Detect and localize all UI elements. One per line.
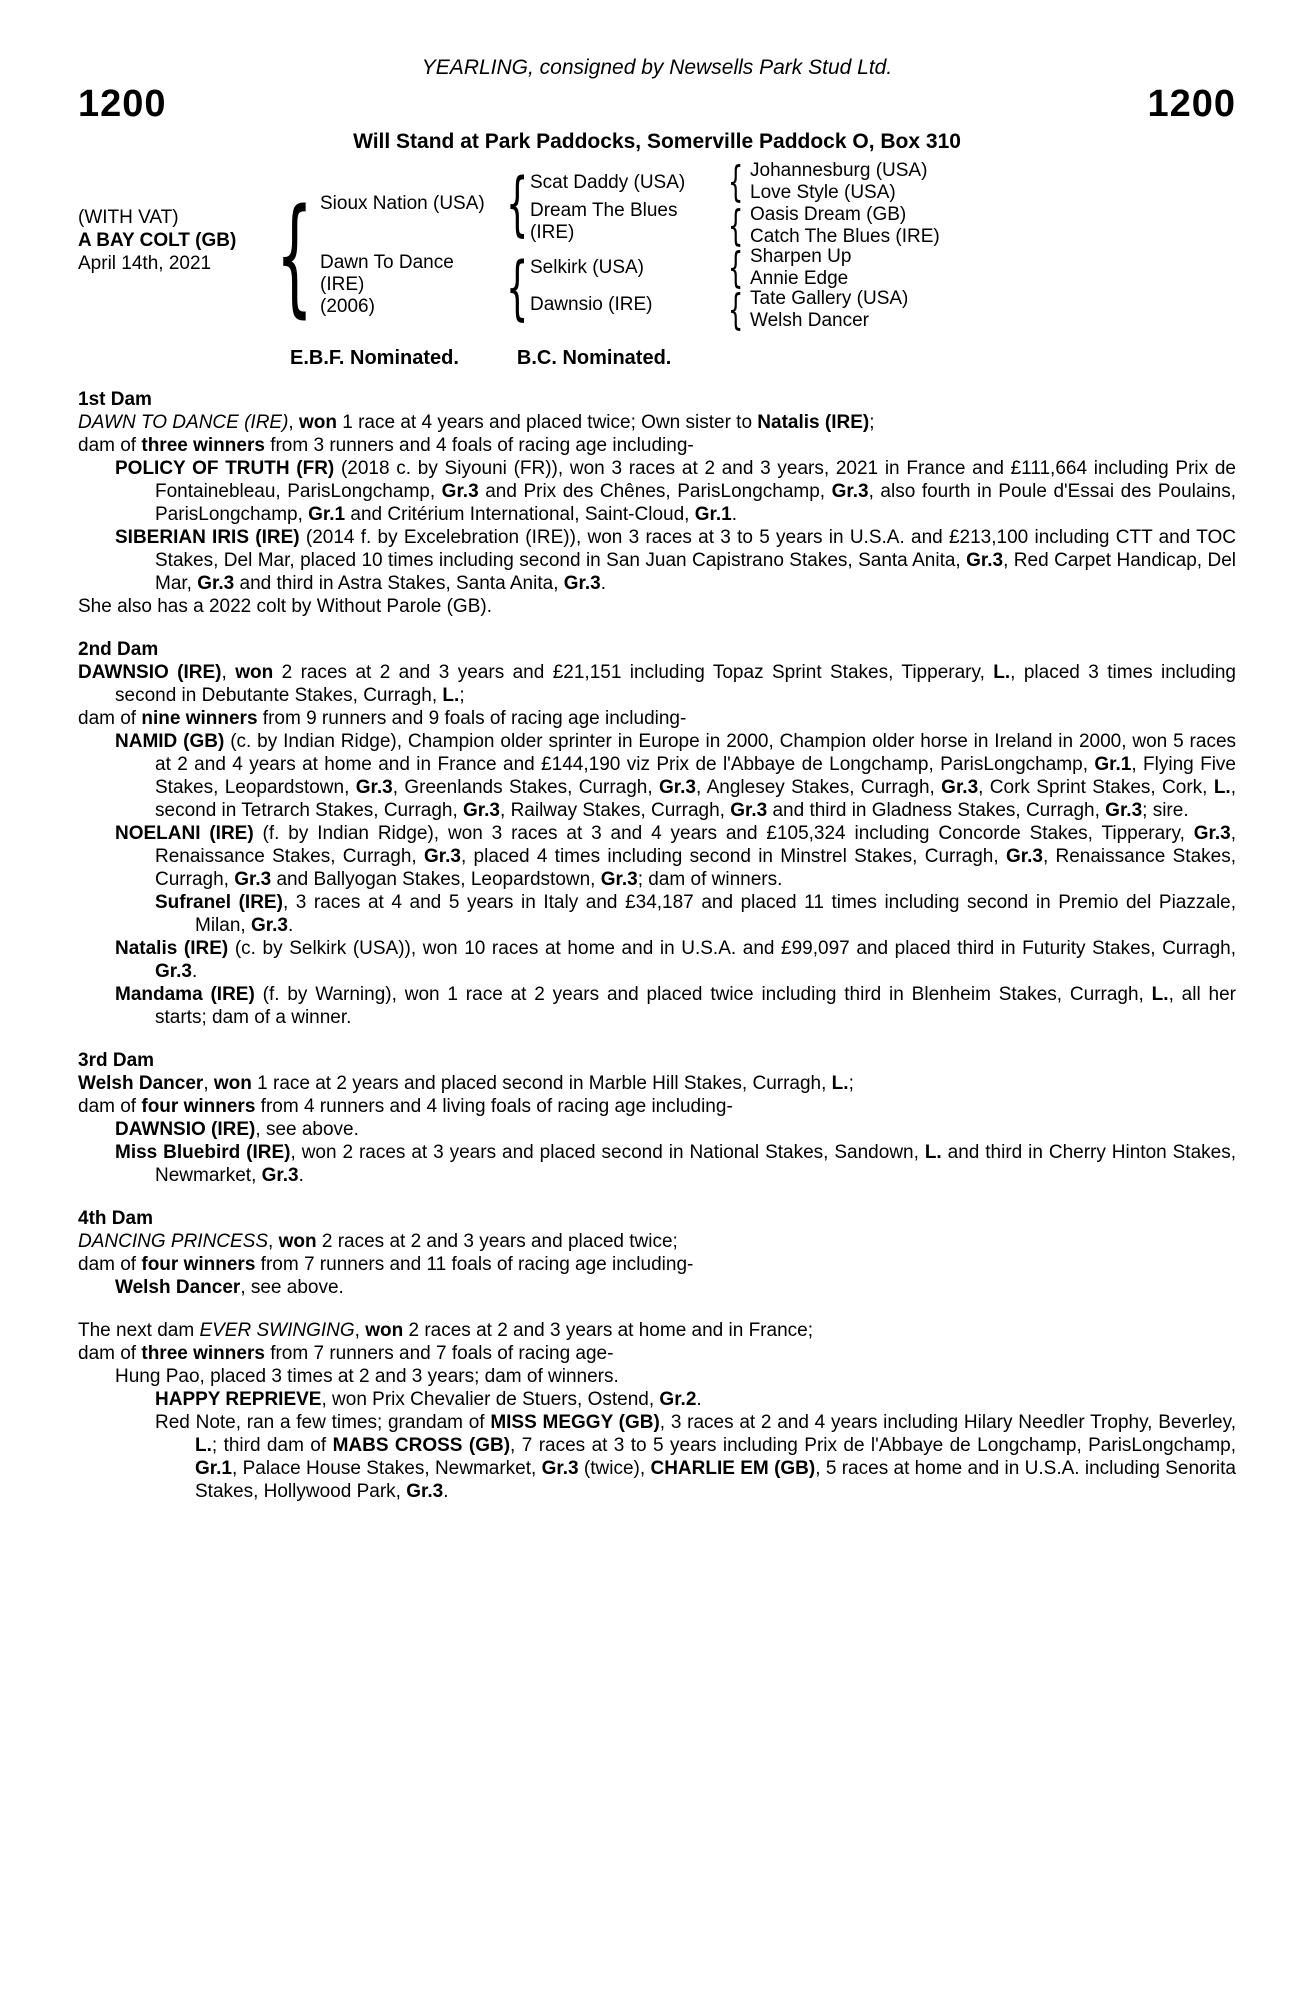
text-run: 1 race at 4 years and placed twice; Own sister to xyxy=(336,412,758,433)
text-run: (f. by Indian Ridge), won 3 races at 3 and 4 years and £105,324 including Concorde Stakes, Tipperary, xyxy=(253,823,1194,844)
text-run: Gr.1 xyxy=(195,1458,232,1479)
text-run: , all her starts; dam of a winner. xyxy=(155,984,1236,1028)
text-run: dam of xyxy=(78,1096,142,1117)
catalogue-paragraph xyxy=(78,1141,1236,1187)
dam-sire-dam-name: Annie Edge xyxy=(750,268,849,289)
text-run: nine winners xyxy=(141,708,258,729)
text-run: 2 races at 2 and 3 years and placed twice; xyxy=(316,1231,678,1252)
catalogue-paragraph xyxy=(78,1072,1236,1095)
text-run: won xyxy=(213,1073,252,1094)
text-run: and third in Cherry Hinton Stakes, Newmarket, xyxy=(155,1142,1237,1186)
consignor-line: YEARLING, consigned by Newsells Park Stud Ltd. xyxy=(421,56,893,79)
text-run: Gr.3 xyxy=(831,481,869,502)
text-run: , xyxy=(354,1320,366,1341)
pedigree-section xyxy=(78,388,1236,618)
text-run: Gr.3 xyxy=(541,1458,579,1479)
text-run: (c. by Indian Ridge), Champion older sprinter in Europe in 2000, Champion older horse in Ireland in 2000, won 5 races at 2 and 4 years at home and in France and £144,190 viz Prix de l'Abbaye de Longchamp, ParisLongchamp, xyxy=(155,731,1237,775)
text-run: CHARLIE EM (GB) xyxy=(650,1458,816,1479)
text-run: , placed 4 times including second in Minstrel Stakes, Curragh, xyxy=(460,846,1006,867)
sire-dam-sire-name: Oasis Dream (GB) xyxy=(750,204,907,225)
text-run: , won 2 races at 3 years and placed second in National Stakes, Sandown, xyxy=(290,1142,925,1163)
catalogue-paragraph xyxy=(78,1319,1236,1342)
text-run: Sufranel (IRE) xyxy=(155,892,283,913)
text-run: , 7 races at 3 to 5 years including Prix de l'Abbaye de Longchamp, ParisLongchamp, xyxy=(510,1435,1236,1456)
great-grandparents-brace-icon: { xyxy=(728,202,744,251)
text-run: MISS MEGGY (GB) xyxy=(490,1412,660,1433)
text-run: , Greenlands Stakes, Curragh, xyxy=(392,777,660,798)
bc-nominated-label: B.C. Nominated. xyxy=(516,347,672,369)
text-run: Welsh Dancer xyxy=(115,1277,241,1298)
dam-sire-name: Selkirk (USA) xyxy=(530,257,645,278)
text-run: , 3 races at 4 and 5 years in Italy and £34,187 and placed 11 times including second in Premio del Piazzale, Milan, xyxy=(195,892,1237,936)
text-run: , Red Carpet Handicap, Del Mar, xyxy=(155,550,1236,594)
text-run: Gr.3 xyxy=(659,777,696,798)
sire-grandparents-brace-icon: { xyxy=(506,164,529,245)
text-run: , 5 races at home and in U.S.A. including Senorita Stakes, Hollywood Park, xyxy=(195,1458,1236,1502)
text-run: Gr.2 xyxy=(659,1389,697,1410)
text-run: DAWNSIO (IRE) xyxy=(78,662,222,683)
section-heading: 2nd Dam xyxy=(78,639,159,660)
dam-name: Dawn To Dance (IRE) (2006) xyxy=(320,252,454,317)
text-run: Gr.3 xyxy=(424,846,461,867)
text-run: , placed 3 times including second in Debutante Stakes, Curragh, xyxy=(115,662,1237,706)
nominations-row xyxy=(78,346,1236,370)
text-run: 1 race at 2 years and placed second in Marble Hill Stakes, Curragh, xyxy=(251,1073,832,1094)
text-run: Gr.3 xyxy=(441,481,479,502)
catalogue-paragraph xyxy=(78,707,1236,730)
text-run: Gr.3 xyxy=(1193,823,1231,844)
text-run: , see above. xyxy=(255,1119,359,1140)
with-vat-label: (WITH VAT) xyxy=(78,207,179,228)
text-run: won xyxy=(365,1320,404,1341)
text-run: She also has a 2022 colt by Without Parole (GB). xyxy=(78,596,492,617)
catalogue-paragraph xyxy=(78,1365,1236,1388)
text-run: Gr.1 xyxy=(308,504,346,525)
text-run: ; xyxy=(459,685,465,706)
text-run: Gr.3 xyxy=(261,1165,299,1186)
text-run: Gr.3 xyxy=(355,777,393,798)
pedigree-section xyxy=(78,1319,1236,1503)
text-run: Gr.3 xyxy=(1105,800,1143,821)
lot-number-right: 1200 xyxy=(1147,83,1236,125)
catalogue-paragraph xyxy=(78,526,1236,595)
catalogue-paragraph xyxy=(78,891,1236,937)
text-run: , also fourth in Poule d'Essai des Poulains, ParisLongchamp, xyxy=(155,481,1236,525)
section-heading: 4th Dam xyxy=(78,1208,153,1229)
text-run: . xyxy=(696,1389,702,1410)
text-run: dam of xyxy=(78,435,142,456)
pedigree-table xyxy=(78,160,1236,338)
text-run: ; xyxy=(869,412,875,433)
text-run: , Anglesey Stakes, Curragh, xyxy=(696,777,942,798)
pedigree-section xyxy=(78,638,1236,1029)
section-heading: 3rd Dam xyxy=(78,1050,155,1071)
dam-dam-dam-name: Welsh Dancer xyxy=(750,310,869,331)
text-run: EVER SWINGING xyxy=(199,1320,355,1341)
text-run: . xyxy=(191,961,198,982)
text-run: , Cork Sprint Stakes, Cork, xyxy=(978,777,1214,798)
dam-grandparents-brace-icon: { xyxy=(506,248,529,329)
text-run: , xyxy=(288,412,299,433)
dam-sire-sire-name: Sharpen Up xyxy=(750,246,852,267)
text-run: , 3 races at 2 and 4 years including Hilary Needler Trophy, Beverley, xyxy=(659,1412,1236,1433)
text-run: Natalis (IRE) xyxy=(757,412,870,433)
sire-sire-sire-name: Johannesburg (USA) xyxy=(750,160,928,181)
text-run: , won Prix Chevalier de Stuers, Ostend, xyxy=(321,1389,660,1410)
text-run: Gr.3 xyxy=(563,573,601,594)
text-run: Gr.3 xyxy=(730,800,768,821)
great-grandparents-brace-icon: { xyxy=(728,286,744,335)
text-run: ; third dam of xyxy=(211,1435,333,1456)
text-run: , see above. xyxy=(240,1277,344,1298)
catalogue-paragraph xyxy=(78,937,1236,983)
text-run: L. xyxy=(924,1142,942,1163)
text-run: 2 races at 2 and 3 years at home and in France; xyxy=(403,1320,813,1341)
great-grandparents-brace-icon: { xyxy=(728,158,744,207)
catalogue-paragraph xyxy=(78,1230,1236,1253)
catalogue-paragraph xyxy=(78,1411,1236,1503)
text-run: , xyxy=(221,662,236,683)
text-run: Gr.3 xyxy=(197,573,235,594)
text-run: L. xyxy=(1213,777,1231,798)
text-run: Gr.3 xyxy=(406,1481,444,1502)
text-run: . xyxy=(298,1165,304,1186)
text-run: ; dam of winners. xyxy=(637,869,783,890)
catalogue-paragraph xyxy=(78,1095,1236,1118)
sire-sire-name: Scat Daddy (USA) xyxy=(530,172,686,193)
catalogue-paragraph xyxy=(78,1276,1236,1299)
sire-dam-dam-name: Catch The Blues (IRE) xyxy=(750,226,940,247)
text-run: ; sire. xyxy=(1142,800,1189,821)
text-run: four winners xyxy=(141,1096,256,1117)
text-run: SIBERIAN IRIS (IRE) xyxy=(115,527,300,548)
text-run: Gr.1 xyxy=(1094,754,1132,775)
text-run: L. xyxy=(993,662,1011,683)
text-run: Gr.3 xyxy=(966,550,1004,571)
text-run: and third in Astra Stakes, Santa Anita, xyxy=(234,573,564,594)
text-run: from 4 runners and 4 living foals of racing age including- xyxy=(255,1096,733,1117)
foal-date: April 14th, 2021 xyxy=(78,253,212,274)
text-run: Gr.3 xyxy=(600,869,638,890)
text-run: Welsh Dancer xyxy=(78,1073,204,1094)
text-run: L. xyxy=(1151,984,1169,1005)
text-run: , xyxy=(268,1231,279,1252)
catalogue-paragraph xyxy=(78,595,1236,618)
text-run: , Renaissance Stakes, Curragh, xyxy=(155,823,1236,867)
pedigree-section xyxy=(78,1049,1236,1187)
text-run: , xyxy=(203,1073,214,1094)
text-run: (twice), xyxy=(578,1458,651,1479)
text-run: POLICY OF TRUTH (FR) xyxy=(115,458,335,479)
text-run: , Palace House Stakes, Newmarket, xyxy=(231,1458,542,1479)
text-run: NAMID (GB) xyxy=(115,731,225,752)
text-run: Mandama (IRE) xyxy=(115,984,255,1005)
text-run: won xyxy=(298,412,337,433)
catalogue-paragraph xyxy=(78,661,1236,707)
text-run: Gr.3 xyxy=(234,869,272,890)
text-run: HAPPY REPRIEVE xyxy=(155,1389,322,1410)
text-run: Red Note, ran a few times; grandam of xyxy=(155,1412,491,1433)
text-run: from 3 runners and 4 foals of racing age including- xyxy=(264,435,694,456)
text-run: . xyxy=(443,1481,449,1502)
catalogue-paragraph xyxy=(78,1342,1236,1365)
great-grandparents-brace-icon: { xyxy=(728,244,744,293)
text-run: ; xyxy=(848,1073,854,1094)
pedigree-section xyxy=(78,1207,1236,1299)
text-run: NOELANI (IRE) xyxy=(115,823,254,844)
text-run: from 7 runners and 11 foals of racing age including- xyxy=(255,1254,694,1275)
text-run: DAWN TO DANCE (IRE) xyxy=(78,412,289,433)
catalogue-paragraph xyxy=(78,730,1236,822)
text-run: . xyxy=(287,915,294,936)
sire-name: Sioux Nation (USA) xyxy=(320,193,485,214)
dam-dam-sire-name: Tate Gallery (USA) xyxy=(750,288,909,309)
catalogue-paragraph xyxy=(78,457,1236,526)
text-run: three winners xyxy=(141,1343,265,1364)
text-run: Gr.3 xyxy=(250,915,288,936)
catalogue-paragraph xyxy=(78,411,1236,434)
lot-number-left: 1200 xyxy=(78,83,167,125)
text-run: and third in Gladness Stakes, Curragh, xyxy=(767,800,1106,821)
ebf-nominated-label: E.B.F. Nominated. xyxy=(290,347,459,369)
text-run: The next dam xyxy=(78,1320,200,1341)
text-run: won xyxy=(235,662,274,683)
text-run: Gr.3 xyxy=(941,777,979,798)
lot-number-row xyxy=(78,84,1236,124)
stand-location-line: Will Stand at Park Paddocks, Somerville Paddock O, Box 310 xyxy=(353,130,961,153)
text-run: , second in Tetrarch Stakes, Curragh, xyxy=(155,777,1236,821)
text-run: (c. by Selkirk (USA)), won 10 races at home and in U.S.A. and £99,097 and placed third in Futurity Stakes, Curragh, xyxy=(228,938,1236,959)
text-run: (f. by Warning), won 1 race at 2 years and placed twice including third in Blenheim Stakes, Curragh, xyxy=(254,984,1152,1005)
text-run: (2018 c. by Siyouni (FR)), won 3 races at 2 and 3 years, 2021 in France and £111,664 including Prix de Fontainebleau, ParisLongchamp, xyxy=(155,458,1237,502)
text-run: Gr.1 xyxy=(694,504,732,525)
text-run: Hung Pao, placed 3 times at 2 and 3 years; dam of winners. xyxy=(115,1366,619,1387)
text-run: dam of xyxy=(78,708,142,729)
text-run: , Railway Stakes, Curragh, xyxy=(500,800,731,821)
text-run: dam of xyxy=(78,1343,142,1364)
text-run: (2014 f. by Excelebration (IRE)), won 3 races at 3 to 5 years in U.S.A. and £213,100 including CTT and TOC Stakes, Del Mar, placed 10 times including second in San Juan Capistrano Stakes, Santa Anita, xyxy=(155,527,1236,571)
dam-dam-name: Dawnsio (IRE) xyxy=(530,294,653,315)
text-run: and Ballyogan Stakes, Leopardstown, xyxy=(271,869,601,890)
catalogue-paragraph xyxy=(78,822,1236,891)
text-run: DAWNSIO (IRE) xyxy=(115,1119,256,1140)
text-run: and Critérium International, Saint-Cloud, xyxy=(345,504,695,525)
sire-dam-brace-icon: { xyxy=(276,181,313,331)
text-run: L. xyxy=(831,1073,849,1094)
text-run: Natalis (IRE) xyxy=(115,938,229,959)
colt-title: A BAY COLT (GB) xyxy=(78,230,237,251)
catalogue-paragraph xyxy=(78,1253,1236,1276)
text-run: L. xyxy=(442,685,460,706)
text-run: DANCING PRINCESS xyxy=(78,1231,269,1252)
text-run: four winners xyxy=(141,1254,256,1275)
sire-sire-dam-name: Love Style (USA) xyxy=(750,182,896,203)
catalogue-paragraph xyxy=(78,434,1236,457)
text-run: Gr.3 xyxy=(1005,846,1043,867)
text-run: dam of xyxy=(78,1254,142,1275)
catalogue-paragraph xyxy=(78,1388,1236,1411)
text-run: Gr.3 xyxy=(463,800,501,821)
text-run: from 9 runners and 9 foals of racing age including- xyxy=(257,708,687,729)
sire-dam-name: Dream The Blues (IRE) xyxy=(530,200,678,243)
catalogue-paragraph xyxy=(78,1118,1236,1141)
text-run: and Prix des Chênes, ParisLongchamp, xyxy=(478,481,832,502)
text-run: . xyxy=(600,573,607,594)
text-run: won xyxy=(278,1231,317,1252)
text-run: Gr.3 xyxy=(155,961,192,982)
text-run: , Flying Five Stakes, Leopardstown, xyxy=(155,754,1236,798)
text-run: from 7 runners and 7 foals of racing age- xyxy=(264,1343,614,1364)
text-run: L. xyxy=(195,1435,212,1456)
text-run: MABS CROSS (GB) xyxy=(332,1435,511,1456)
section-heading: 1st Dam xyxy=(78,389,152,410)
text-run: 2 races at 2 and 3 years and £21,151 including Topaz Sprint Stakes, Tipperary, xyxy=(273,662,994,683)
text-run: , Renaissance Stakes, Curragh, xyxy=(155,846,1237,890)
catalogue-sections xyxy=(78,388,1236,1503)
text-run: . xyxy=(731,504,737,525)
text-run: Miss Bluebird (IRE) xyxy=(115,1142,291,1163)
text-run: three winners xyxy=(141,435,265,456)
catalogue-paragraph xyxy=(78,983,1236,1029)
